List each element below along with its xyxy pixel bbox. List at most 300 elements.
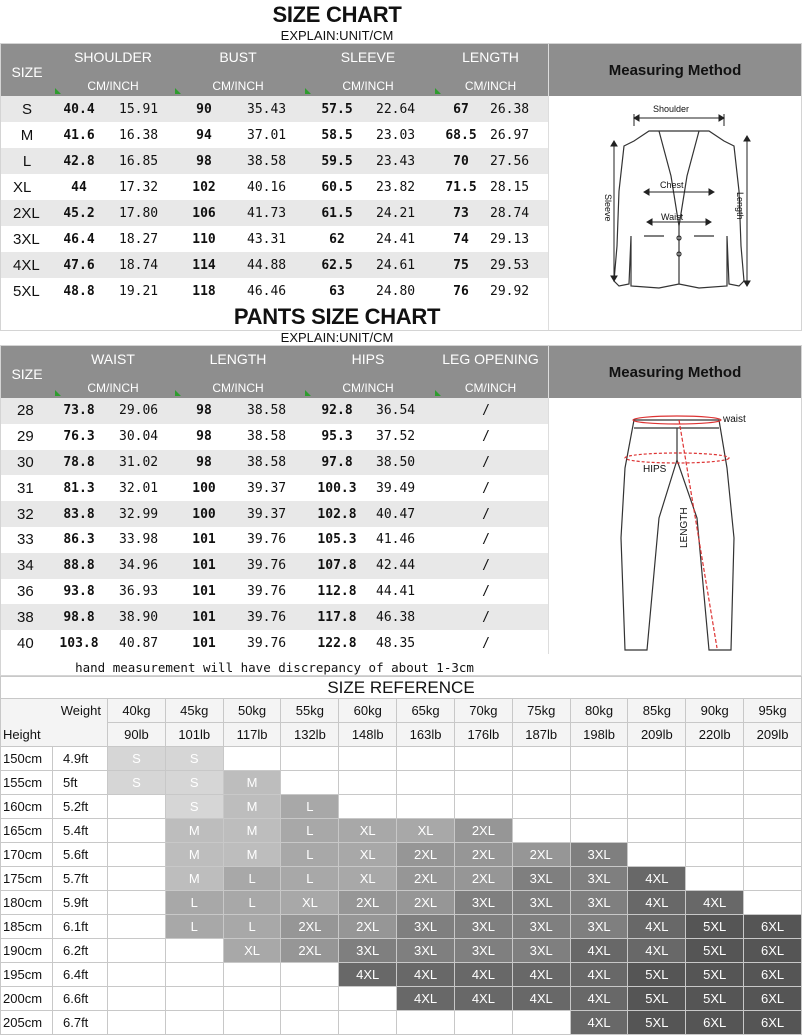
size-cell — [339, 987, 397, 1011]
size-cell: XL — [339, 819, 397, 843]
sleeve-cm: 60.5 — [321, 179, 353, 195]
length-cm: 74 — [453, 231, 469, 247]
size-cell: 2XL — [397, 891, 455, 915]
weight-lb: 163lb — [397, 723, 455, 747]
hips-inch: 39.49 — [376, 480, 416, 496]
size-cell — [108, 795, 166, 819]
diagram-pants-length-label: LENGTH — [679, 507, 690, 548]
size-cell: 6XL — [686, 1011, 744, 1035]
height-ft: 6.4ft — [53, 963, 108, 987]
size-cell — [281, 771, 339, 795]
size-cell — [454, 1011, 512, 1035]
size-cell — [108, 939, 166, 963]
size-cell — [686, 867, 744, 891]
hips-cm: 102.8 — [317, 506, 357, 522]
size-cell: 3XL — [570, 915, 628, 939]
size-cell: L — [281, 819, 339, 843]
size-cell: 3XL — [512, 867, 570, 891]
waist-cm: 83.8 — [63, 506, 95, 522]
sleeve-cm: 62 — [329, 231, 345, 247]
size-cell — [686, 819, 744, 843]
weight-kg: 65kg — [397, 699, 455, 723]
hips-inch: 40.47 — [376, 506, 416, 522]
size-cell — [512, 771, 570, 795]
bust-inch: 40.16 — [247, 179, 287, 195]
bust-inch: 37.01 — [247, 127, 287, 143]
size-cell: 4XL — [454, 987, 512, 1011]
reference-row — [1, 1011, 802, 1035]
height-cm: 185cm — [1, 915, 53, 939]
size-cell: 3XL — [512, 915, 570, 939]
size-cell: 4XL — [628, 867, 686, 891]
leg-opening: / — [482, 609, 490, 625]
pants-size-row — [1, 553, 548, 579]
size-cell — [628, 795, 686, 819]
size-cell: XL — [397, 819, 455, 843]
reference-row — [1, 819, 802, 843]
bust-cm: 118 — [192, 283, 216, 299]
size-cell — [223, 963, 281, 987]
pants-size-label: 32 — [17, 505, 34, 523]
pants-explain: EXPLAIN:UNIT/CM — [280, 330, 394, 345]
size-cell: 4XL — [570, 987, 628, 1011]
height-ft: 5.4ft — [53, 819, 108, 843]
size-cell — [744, 891, 802, 915]
weight-kg: 70kg — [454, 699, 512, 723]
reference-row — [1, 867, 802, 891]
size-cell: S — [108, 747, 166, 771]
diagram-hips-label: HIPS — [643, 464, 667, 475]
leg-opening: / — [482, 506, 490, 522]
waist-inch: 32.01 — [119, 480, 159, 496]
length-inch: 29.13 — [490, 231, 530, 247]
size-cell: 3XL — [339, 939, 397, 963]
reference-row — [1, 771, 802, 795]
size-cell — [397, 795, 455, 819]
length-cm: 71.5 — [445, 179, 477, 195]
size-cell — [281, 987, 339, 1011]
bust-inch: 38.58 — [247, 153, 287, 169]
size-label: XL — [13, 178, 32, 196]
height-cm: 205cm — [1, 1011, 53, 1035]
size-cell: 4XL — [628, 939, 686, 963]
size-cell: 2XL — [512, 843, 570, 867]
suit-size-table — [0, 43, 802, 331]
pants-length-inch: 38.58 — [247, 403, 287, 419]
size-cell: L — [223, 867, 281, 891]
size-cell — [108, 843, 166, 867]
pants-length-inch: 39.37 — [247, 480, 287, 496]
waist-cm: 81.3 — [63, 480, 95, 496]
pants-length-cm: 101 — [192, 558, 216, 574]
weight-lb: 101lb — [165, 723, 223, 747]
reference-row — [1, 891, 802, 915]
size-cell: S — [165, 795, 223, 819]
diagram-waist-label: Waist — [661, 212, 684, 222]
size-cell: XL — [339, 843, 397, 867]
size-cell: L — [281, 795, 339, 819]
diagram-chest-label: Chest — [660, 180, 684, 190]
size-cell: 2XL — [281, 939, 339, 963]
bust-inch: 46.46 — [247, 283, 287, 299]
suit-size-row — [1, 200, 548, 226]
reference-row — [1, 843, 802, 867]
sleeve-cm: 58.5 — [321, 127, 353, 143]
hips-cm: 95.3 — [321, 429, 353, 445]
height-ft: 5.9ft — [53, 891, 108, 915]
height-ft: 6.2ft — [53, 939, 108, 963]
size-cell — [281, 747, 339, 771]
pants-diagram — [549, 398, 802, 654]
suit-size-row — [1, 278, 548, 304]
suit-size-row — [1, 96, 548, 122]
pants-size-chart-title: PANTS SIZE CHART — [233, 304, 441, 329]
weight-lb: 148lb — [339, 723, 397, 747]
shoulder-cm: 46.4 — [63, 231, 95, 247]
weight-kg: 40kg — [108, 699, 166, 723]
size-cell: 3XL — [397, 939, 455, 963]
weight-kg: 55kg — [281, 699, 339, 723]
size-cell: 6XL — [744, 963, 802, 987]
size-cell: 4XL — [628, 891, 686, 915]
pants-size-row — [1, 398, 548, 424]
length-inch: 26.97 — [490, 127, 530, 143]
size-cell: 2XL — [454, 843, 512, 867]
suit-size-chart-title: SIZE CHART — [272, 2, 402, 27]
size-cell — [108, 963, 166, 987]
sleeve-inch: 23.03 — [376, 127, 416, 143]
diagram-length-label: Length — [735, 192, 745, 220]
pants-length-inch: 39.76 — [247, 609, 287, 625]
size-cell — [570, 747, 628, 771]
size-cell — [744, 747, 802, 771]
pants-size-label: 33 — [17, 531, 34, 549]
reference-row — [1, 915, 802, 939]
pants-size-row — [1, 424, 548, 450]
size-cell: 2XL — [339, 915, 397, 939]
shoulder-cm: 40.4 — [63, 101, 95, 117]
size-cell: XL — [281, 891, 339, 915]
size-cell: XL — [223, 939, 281, 963]
size-cell: 5XL — [686, 939, 744, 963]
size-cell — [744, 867, 802, 891]
length-cm: 70 — [453, 153, 469, 169]
size-cell — [397, 1011, 455, 1035]
size-cell: 4XL — [397, 963, 455, 987]
size-cell — [108, 987, 166, 1011]
weight-lb: 187lb — [512, 723, 570, 747]
size-cell: 2XL — [397, 843, 455, 867]
hips-inch: 41.46 — [376, 532, 416, 548]
size-cell — [108, 1011, 166, 1035]
suit-size-row — [1, 122, 548, 148]
shoulder-cm: 48.8 — [63, 283, 95, 299]
length-inch: 26.38 — [490, 101, 530, 117]
size-cell: L — [165, 891, 223, 915]
size-cell: 3XL — [397, 915, 455, 939]
leg-opening: / — [482, 532, 490, 548]
size-cell: 4XL — [628, 915, 686, 939]
size-cell: L — [281, 867, 339, 891]
hips-cm: 117.8 — [317, 609, 357, 625]
suit-size-row — [1, 252, 548, 278]
hips-cm: 100.3 — [317, 480, 357, 496]
size-cell — [108, 867, 166, 891]
pants-length-column-header: LENGTH CM/INCH — [173, 346, 303, 398]
size-cell: 3XL — [512, 939, 570, 963]
waist-cm: 76.3 — [63, 429, 95, 445]
waist-cm: 103.8 — [59, 635, 99, 651]
size-cell: 4XL — [397, 987, 455, 1011]
weight-kg: 50kg — [223, 699, 281, 723]
pants-length-cm: 101 — [192, 609, 216, 625]
bust-cm: 114 — [192, 257, 216, 273]
pants-length-cm: 98 — [196, 403, 212, 419]
size-cell: 6XL — [744, 1011, 802, 1035]
sleeve-column-header: SLEEVE CM/INCH — [303, 44, 433, 96]
pants-size-label: 34 — [17, 557, 34, 575]
size-cell — [628, 819, 686, 843]
shoulder-inch: 16.85 — [119, 153, 159, 169]
size-cell: 4XL — [512, 963, 570, 987]
length-inch: 27.56 — [490, 153, 530, 169]
size-cell: 5XL — [628, 963, 686, 987]
pants-length-cm: 100 — [192, 506, 216, 522]
size-cell — [744, 795, 802, 819]
waist-cm: 78.8 — [63, 454, 95, 470]
shoulder-inch: 17.80 — [119, 205, 159, 221]
size-cell: 3XL — [512, 891, 570, 915]
length-column-header: LENGTH CM/INCH — [433, 44, 548, 96]
size-cell: 4XL — [686, 891, 744, 915]
size-cell: 2XL — [454, 819, 512, 843]
sleeve-cm: 59.5 — [321, 153, 353, 169]
pants-measuring-method — [548, 346, 801, 654]
size-label: M — [20, 126, 34, 144]
size-cell — [108, 819, 166, 843]
pants-length-cm: 101 — [192, 532, 216, 548]
size-cell — [686, 795, 744, 819]
pants-size-row — [1, 450, 548, 476]
shoulder-inch: 19.21 — [119, 283, 159, 299]
length-inch: 29.92 — [490, 283, 530, 299]
pants-size-row — [1, 630, 548, 656]
pants-size-row — [1, 475, 548, 501]
shoulder-inch: 17.32 — [119, 179, 159, 195]
hips-cm: 105.3 — [317, 532, 357, 548]
size-cell: 2XL — [339, 891, 397, 915]
size-cell: 2XL — [281, 915, 339, 939]
size-cell — [512, 819, 570, 843]
size-cell — [397, 747, 455, 771]
size-cell — [165, 987, 223, 1011]
leg-opening: / — [482, 454, 490, 470]
size-cell: 3XL — [454, 939, 512, 963]
reference-row — [1, 939, 802, 963]
pants-length-cm: 98 — [196, 454, 212, 470]
pants-size-label: 28 — [17, 402, 34, 420]
waist-cm: 86.3 — [63, 532, 95, 548]
size-cell — [165, 939, 223, 963]
waist-inch: 31.02 — [119, 454, 159, 470]
weight-lb: 209lb — [628, 723, 686, 747]
bust-inch: 43.31 — [247, 231, 287, 247]
pants-size-label: 38 — [17, 608, 34, 626]
shoulder-inch: 18.27 — [119, 231, 159, 247]
diagram-waist-label: waist — [723, 414, 746, 425]
reference-row — [1, 747, 802, 771]
waist-cm: 98.8 — [63, 609, 95, 625]
leg-opening: / — [482, 583, 490, 599]
height-cm: 200cm — [1, 987, 53, 1011]
shoulder-cm: 47.6 — [63, 257, 95, 273]
pants-size-row — [1, 527, 548, 553]
waist-inch: 30.04 — [119, 429, 159, 445]
suit-size-row — [1, 148, 548, 174]
pants-length-inch: 38.58 — [247, 429, 287, 445]
bust-cm: 90 — [196, 101, 212, 117]
length-cm: 76 — [453, 283, 469, 299]
bust-cm: 102 — [192, 179, 216, 195]
bust-column-header: BUST CM/INCH — [173, 44, 303, 96]
sleeve-cm: 61.5 — [321, 205, 353, 221]
size-cell — [108, 891, 166, 915]
shoulder-cm: 41.6 — [63, 127, 95, 143]
size-cell — [281, 1011, 339, 1035]
size-column-header: SIZE — [11, 64, 43, 80]
pants-size-label: 36 — [17, 582, 34, 600]
size-cell — [744, 819, 802, 843]
waist-inch: 38.90 — [119, 609, 159, 625]
size-cell — [454, 771, 512, 795]
height-cm: 195cm — [1, 963, 53, 987]
sleeve-inch: 24.80 — [376, 283, 416, 299]
size-cell — [628, 771, 686, 795]
shoulder-inch: 16.38 — [119, 127, 159, 143]
size-cell — [628, 843, 686, 867]
weight-lb: 176lb — [454, 723, 512, 747]
size-cell: S — [165, 771, 223, 795]
waist-inch: 32.99 — [119, 506, 159, 522]
pants-size-column-header: SIZE — [11, 366, 43, 382]
size-cell — [339, 795, 397, 819]
shoulder-inch: 18.74 — [119, 257, 159, 273]
size-label: L — [22, 152, 32, 170]
pants-length-inch: 39.76 — [247, 635, 287, 651]
pants-size-row — [1, 604, 548, 630]
hips-inch: 38.50 — [376, 454, 416, 470]
size-label: 3XL — [13, 230, 40, 248]
waist-cm: 93.8 — [63, 583, 95, 599]
size-cell: M — [165, 867, 223, 891]
leg-opening: / — [482, 429, 490, 445]
height-cm: 155cm — [1, 771, 53, 795]
length-cm: 73 — [453, 205, 469, 221]
waist-inch: 40.87 — [119, 635, 159, 651]
suit-size-row — [1, 174, 548, 200]
size-cell: L — [165, 915, 223, 939]
waist-inch: 33.98 — [119, 532, 159, 548]
waist-cm: 73.8 — [63, 403, 95, 419]
size-cell — [628, 747, 686, 771]
size-cell — [686, 747, 744, 771]
weight-lb: 220lb — [686, 723, 744, 747]
reference-row — [1, 795, 802, 819]
height-cm: 175cm — [1, 867, 53, 891]
shoulder-inch: 15.91 — [119, 101, 159, 117]
size-cell: 4XL — [339, 963, 397, 987]
pants-length-inch: 39.76 — [247, 532, 287, 548]
size-label: 2XL — [13, 204, 40, 222]
height-cm: 180cm — [1, 891, 53, 915]
size-cell — [570, 819, 628, 843]
size-cell: 6XL — [744, 939, 802, 963]
reference-row — [1, 963, 802, 987]
size-cell: M — [165, 819, 223, 843]
length-inch: 28.15 — [490, 179, 530, 195]
size-cell — [223, 747, 281, 771]
bust-inch: 44.88 — [247, 257, 287, 273]
size-cell: 5XL — [686, 987, 744, 1011]
waist-cm: 88.8 — [63, 558, 95, 574]
size-cell: 4XL — [570, 963, 628, 987]
length-cm: 68.5 — [445, 127, 477, 143]
weight-label: Weight — [1, 699, 108, 723]
length-inch: 29.53 — [490, 257, 530, 273]
pants-size-label: 40 — [17, 634, 34, 652]
hips-column-header: HIPS CM/INCH — [303, 346, 433, 398]
size-cell: 5XL — [628, 1011, 686, 1035]
height-ft: 5.6ft — [53, 843, 108, 867]
size-cell: L — [223, 915, 281, 939]
height-cm: 190cm — [1, 939, 53, 963]
hips-cm: 122.8 — [317, 635, 357, 651]
weight-kg: 80kg — [570, 699, 628, 723]
pants-length-cm: 98 — [196, 429, 212, 445]
hips-inch: 48.35 — [376, 635, 416, 651]
bust-cm: 106 — [192, 205, 216, 221]
leg-opening-column-header: LEG OPENING CM/INCH — [433, 346, 548, 398]
size-cell: 4XL — [570, 939, 628, 963]
height-ft: 5ft — [53, 771, 108, 795]
pants-length-cm: 101 — [192, 583, 216, 599]
height-ft: 6.7ft — [53, 1011, 108, 1035]
size-label: S — [21, 100, 32, 118]
bust-inch: 41.73 — [247, 205, 287, 221]
sleeve-inch: 24.61 — [376, 257, 416, 273]
size-cell: 6XL — [744, 987, 802, 1011]
pants-size-row — [1, 501, 548, 527]
weight-lb: 198lb — [570, 723, 628, 747]
length-cm: 67 — [453, 101, 469, 117]
size-cell: 3XL — [570, 843, 628, 867]
size-cell: 3XL — [454, 891, 512, 915]
size-cell: M — [223, 795, 281, 819]
size-cell: 2XL — [397, 867, 455, 891]
size-cell: L — [281, 843, 339, 867]
size-reference-title: SIZE REFERENCE — [1, 677, 802, 699]
size-cell: 4XL — [570, 1011, 628, 1035]
pants-length-cm: 101 — [192, 635, 216, 651]
size-cell — [454, 795, 512, 819]
sleeve-inch: 24.41 — [376, 231, 416, 247]
pants-length-inch: 39.37 — [247, 506, 287, 522]
diagram-shoulder-label: Shoulder — [653, 104, 690, 114]
size-cell — [744, 771, 802, 795]
size-cell — [512, 747, 570, 771]
size-cell — [686, 771, 744, 795]
size-cell — [744, 843, 802, 867]
